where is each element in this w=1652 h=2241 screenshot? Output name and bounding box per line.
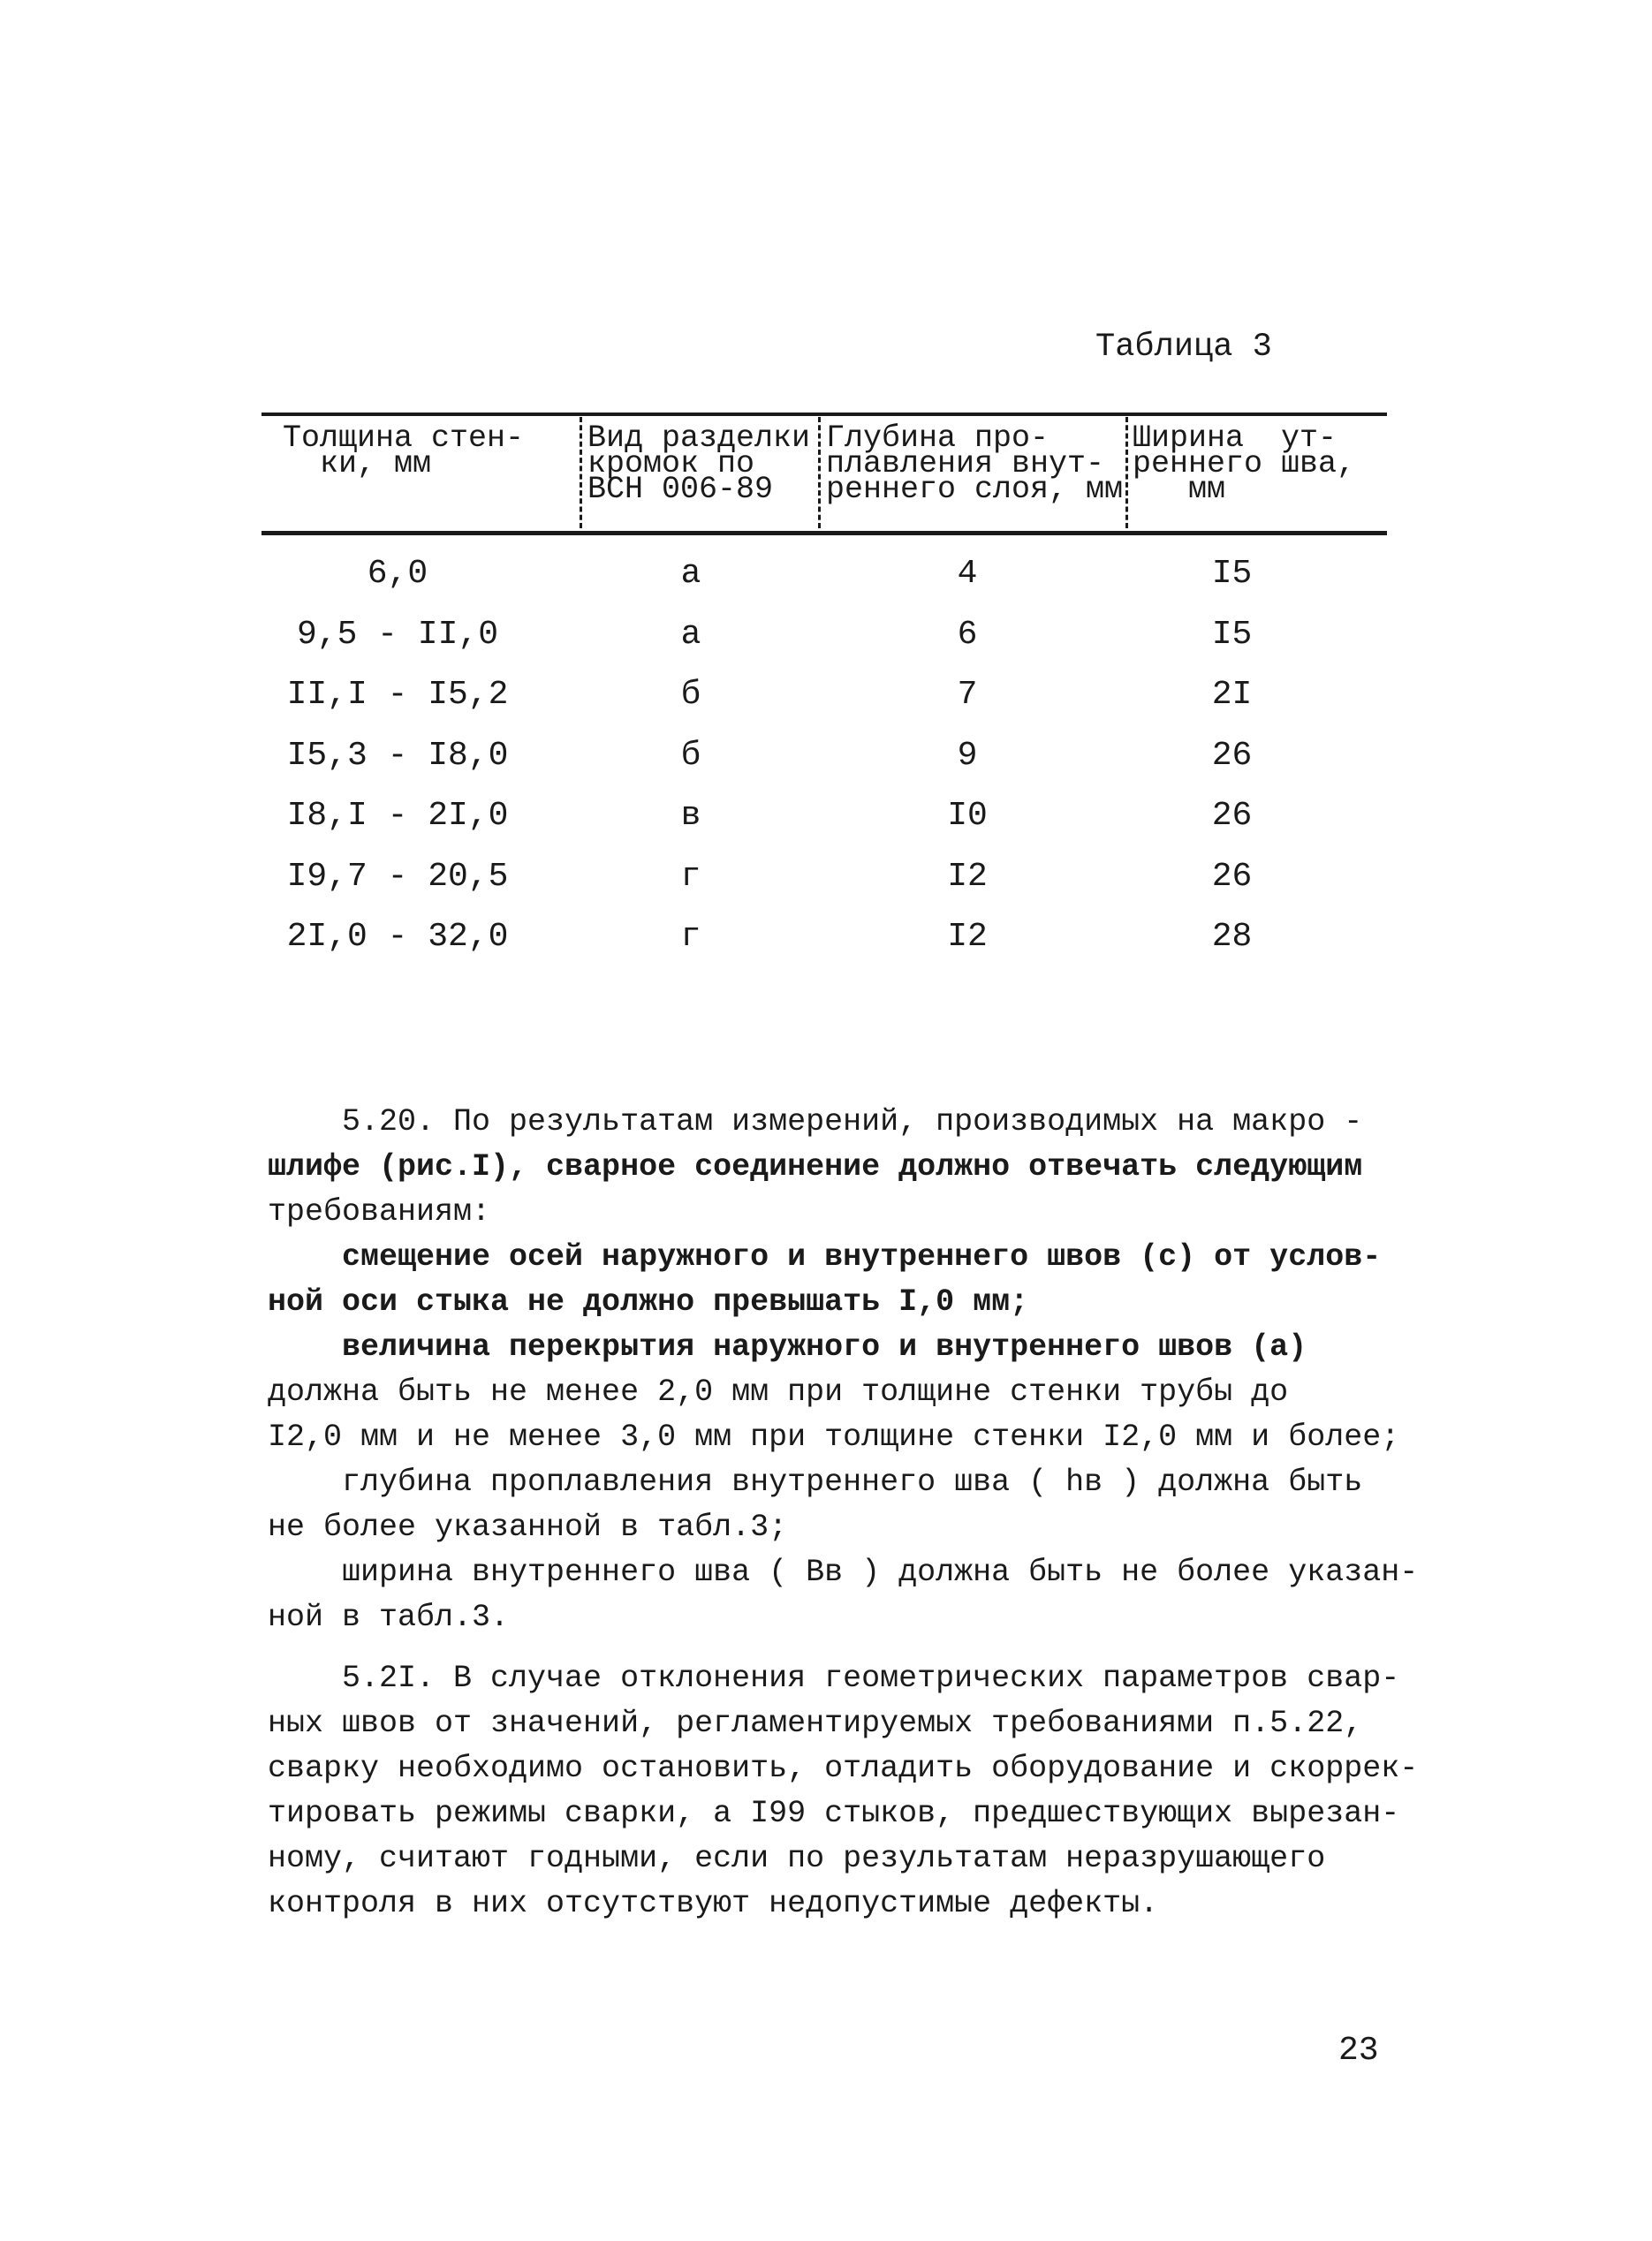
header-inner-weld-width: Ширина ут- реннего шва, мм (1133, 420, 1356, 507)
cell-penetration-depth: 7 (957, 676, 978, 714)
cell-penetration-depth: I2 (947, 858, 988, 896)
cell-edge-prep: в (680, 797, 701, 835)
cell-wall-thickness: I8,I - 2I,0 (286, 797, 509, 835)
cell-edge-prep: г (680, 918, 701, 956)
text-line: величина перекрытия наружного и внутреннего швов (а) (268, 1329, 1307, 1365)
cell-penetration-depth: 6 (957, 616, 978, 654)
cell-inner-weld-width: 26 (1211, 858, 1253, 896)
cell-inner-weld-width: I5 (1211, 616, 1253, 654)
cell-inner-weld-width: I5 (1211, 555, 1253, 593)
column-separator (580, 417, 582, 528)
text-line: смещение осей наружного и внутреннего швов (с) от услов- (268, 1239, 1382, 1275)
cell-wall-thickness: 6,0 (367, 555, 428, 593)
text-line: требованиям: (268, 1194, 491, 1230)
cell-penetration-depth: 4 (957, 555, 978, 593)
paragraph-5-21 (268, 1656, 1419, 1927)
cell-wall-thickness: II,I - I5,2 (286, 676, 509, 714)
cell-inner-weld-width: 26 (1211, 737, 1253, 775)
table-header-rule (261, 531, 1387, 535)
header-edge-prep: Вид разделки кромок по ВСН 006-89 (587, 420, 811, 507)
cell-penetration-depth: I2 (947, 918, 988, 956)
text-line: ной в табл.3. (268, 1600, 510, 1635)
text-line: шлифе (рис.I), сварное соединение должно отвечать следующим (268, 1149, 1363, 1185)
table-title: Таблица 3 (1095, 329, 1272, 366)
text-line: 5.2I. В случае отклонения геометрических параметров свар- (268, 1661, 1400, 1696)
cell-inner-weld-width: 26 (1211, 797, 1253, 835)
column-separator (1125, 417, 1128, 528)
header-wall-thickness: Толщина стен- ки, мм (283, 420, 525, 481)
cell-edge-prep: а (680, 616, 701, 654)
cell-edge-prep: а (680, 555, 701, 593)
text-line: ной оси стыка не должно превышать I,0 мм; (268, 1284, 1029, 1320)
cell-edge-prep: б (680, 737, 701, 775)
text-line: ному, считают годными, если по результатам неразрушающего (268, 1841, 1326, 1876)
text-line: ширина внутреннего шва ( Вв ) должна быть не более указан- (268, 1555, 1419, 1590)
text-line: тировать режимы сварки, а I99 стыков, предшествующих вырезан- (268, 1796, 1400, 1831)
text-line: 5.20. По результатам измерений, производимых на макро - (268, 1104, 1363, 1139)
page-number: 23 (1338, 2032, 1379, 2070)
cell-edge-prep: г (680, 858, 701, 896)
cell-wall-thickness: I9,7 - 20,5 (286, 858, 509, 896)
text-line: сварку необходимо остановить, отладить оборудование и скоррек- (268, 1751, 1419, 1786)
cell-wall-thickness: 2I,0 - 32,0 (286, 918, 509, 956)
cell-inner-weld-width: 2I (1211, 676, 1253, 714)
text-line: контроля в них отсутствуют недопустимые дефекты. (268, 1886, 1159, 1921)
column-separator (818, 417, 821, 528)
cell-wall-thickness: 9,5 - II,0 (296, 616, 499, 654)
cell-edge-prep: б (680, 676, 701, 714)
header-penetration-depth: Глубина про- плавления внут- реннего слоя, мм (826, 420, 1124, 507)
paragraph-5-20 (268, 1100, 1419, 1640)
cell-penetration-depth: I0 (947, 797, 988, 835)
text-line: должна быть не менее 2,0 мм при толщине стенки трубы до (268, 1374, 1289, 1410)
text-line: глубина проплавления внутреннего шва ( hв ) должна быть (268, 1465, 1363, 1500)
cell-inner-weld-width: 28 (1211, 918, 1253, 956)
cell-penetration-depth: 9 (957, 737, 978, 775)
cell-wall-thickness: I5,3 - I8,0 (286, 737, 509, 775)
text-line: ных швов от значений, регламентируемых требованиями п.5.22, (268, 1706, 1363, 1741)
text-line: I2,0 мм и не менее 3,0 мм при толщине стенки I2,0 мм и более; (268, 1420, 1400, 1455)
table-top-rule (261, 413, 1387, 416)
text-line: не более указанной в табл.3; (268, 1510, 788, 1545)
